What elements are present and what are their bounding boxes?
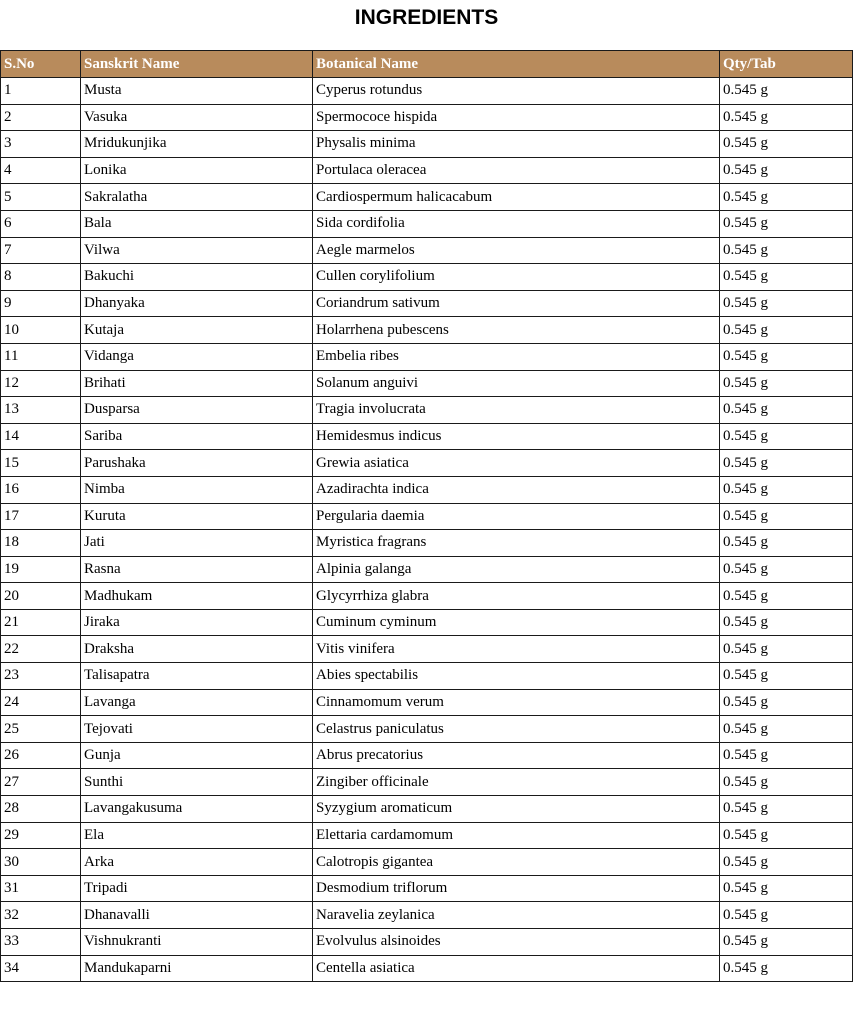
cell-serial-number: 21 — [1, 609, 81, 636]
cell-serial-number: 31 — [1, 875, 81, 902]
cell-sanskrit-name: Tejovati — [81, 716, 313, 743]
table-row — [1, 742, 853, 769]
cell-serial-number: 30 — [1, 849, 81, 876]
table-row — [1, 237, 853, 264]
table-row — [1, 663, 853, 690]
cell-botanical-name: Glycyrrhiza glabra — [313, 583, 720, 610]
cell-serial-number: 12 — [1, 370, 81, 397]
cell-quantity-per-tab: 0.545 g — [720, 902, 853, 929]
table-row — [1, 210, 853, 237]
cell-serial-number: 29 — [1, 822, 81, 849]
table-row — [1, 423, 853, 450]
table-row — [1, 530, 853, 557]
cell-sanskrit-name: Sakralatha — [81, 184, 313, 211]
cell-sanskrit-name: Rasna — [81, 556, 313, 583]
cell-quantity-per-tab: 0.545 g — [720, 210, 853, 237]
cell-quantity-per-tab: 0.545 g — [720, 317, 853, 344]
column-header-sanskrit-name: Sanskrit Name — [81, 51, 313, 78]
cell-botanical-name: Desmodium triflorum — [313, 875, 720, 902]
cell-botanical-name: Azadirachta indica — [313, 476, 720, 503]
table-row — [1, 450, 853, 477]
cell-botanical-name: Cuminum cyminum — [313, 609, 720, 636]
cell-serial-number: 5 — [1, 184, 81, 211]
page-title: INGREDIENTS — [354, 6, 499, 29]
cell-quantity-per-tab: 0.545 g — [720, 450, 853, 477]
cell-botanical-name: Tragia involucrata — [313, 397, 720, 424]
cell-serial-number: 8 — [1, 264, 81, 291]
table-row — [1, 131, 853, 158]
column-header-quantity-per-tab: Qty/Tab — [720, 51, 853, 78]
table-row — [1, 955, 853, 982]
cell-sanskrit-name: Madhukam — [81, 583, 313, 610]
cell-quantity-per-tab: 0.545 g — [720, 157, 853, 184]
cell-sanskrit-name: Draksha — [81, 636, 313, 663]
cell-quantity-per-tab: 0.545 g — [720, 556, 853, 583]
cell-botanical-name: Spermococe hispida — [313, 104, 720, 131]
cell-serial-number: 20 — [1, 583, 81, 610]
cell-botanical-name: Syzygium aromaticum — [313, 796, 720, 823]
cell-quantity-per-tab: 0.545 g — [720, 530, 853, 557]
cell-quantity-per-tab: 0.545 g — [720, 290, 853, 317]
cell-botanical-name: Calotropis gigantea — [313, 849, 720, 876]
cell-serial-number: 10 — [1, 317, 81, 344]
table-header-row — [1, 51, 853, 78]
cell-quantity-per-tab: 0.545 g — [720, 264, 853, 291]
table-row — [1, 184, 853, 211]
cell-sanskrit-name: Tripadi — [81, 875, 313, 902]
cell-serial-number: 32 — [1, 902, 81, 929]
cell-quantity-per-tab: 0.545 g — [720, 583, 853, 610]
table-row — [1, 822, 853, 849]
cell-serial-number: 15 — [1, 450, 81, 477]
table-row — [1, 796, 853, 823]
table-row — [1, 636, 853, 663]
cell-botanical-name: Abrus precatorius — [313, 742, 720, 769]
cell-sanskrit-name: Kutaja — [81, 317, 313, 344]
table-row — [1, 716, 853, 743]
table-row — [1, 343, 853, 370]
table-row — [1, 689, 853, 716]
cell-serial-number: 4 — [1, 157, 81, 184]
cell-serial-number: 16 — [1, 476, 81, 503]
cell-sanskrit-name: Jati — [81, 530, 313, 557]
cell-botanical-name: Zingiber officinale — [313, 769, 720, 796]
cell-sanskrit-name: Arka — [81, 849, 313, 876]
cell-botanical-name: Abies spectabilis — [313, 663, 720, 690]
cell-quantity-per-tab: 0.545 g — [720, 822, 853, 849]
cell-quantity-per-tab: 0.545 g — [720, 875, 853, 902]
table-row — [1, 769, 853, 796]
cell-sanskrit-name: Vilwa — [81, 237, 313, 264]
cell-quantity-per-tab: 0.545 g — [720, 663, 853, 690]
table-header — [1, 51, 853, 78]
cell-botanical-name: Cinnamomum verum — [313, 689, 720, 716]
cell-quantity-per-tab: 0.545 g — [720, 716, 853, 743]
cell-botanical-name: Evolvulus alsinoides — [313, 929, 720, 956]
cell-sanskrit-name: Kuruta — [81, 503, 313, 530]
cell-botanical-name: Holarrhena pubescens — [313, 317, 720, 344]
cell-serial-number: 2 — [1, 104, 81, 131]
cell-botanical-name: Hemidesmus indicus — [313, 423, 720, 450]
cell-serial-number: 14 — [1, 423, 81, 450]
cell-sanskrit-name: Bakuchi — [81, 264, 313, 291]
table-row — [1, 104, 853, 131]
cell-sanskrit-name: Parushaka — [81, 450, 313, 477]
cell-quantity-per-tab: 0.545 g — [720, 184, 853, 211]
cell-quantity-per-tab: 0.545 g — [720, 476, 853, 503]
cell-sanskrit-name: Nimba — [81, 476, 313, 503]
table-row — [1, 875, 853, 902]
table-row — [1, 849, 853, 876]
column-header-serial-number: S.No — [1, 51, 81, 78]
table-row — [1, 556, 853, 583]
cell-serial-number: 22 — [1, 636, 81, 663]
table-row — [1, 929, 853, 956]
cell-sanskrit-name: Talisapatra — [81, 663, 313, 690]
cell-sanskrit-name: Sariba — [81, 423, 313, 450]
cell-serial-number: 6 — [1, 210, 81, 237]
table-row — [1, 503, 853, 530]
cell-sanskrit-name: Brihati — [81, 370, 313, 397]
cell-quantity-per-tab: 0.545 g — [720, 104, 853, 131]
table-row — [1, 583, 853, 610]
cell-botanical-name: Cyperus rotundus — [313, 78, 720, 105]
table-row — [1, 290, 853, 317]
cell-sanskrit-name: Musta — [81, 78, 313, 105]
table-row — [1, 609, 853, 636]
cell-quantity-per-tab: 0.545 g — [720, 131, 853, 158]
cell-quantity-per-tab: 0.545 g — [720, 849, 853, 876]
cell-botanical-name: Cullen corylifolium — [313, 264, 720, 291]
cell-botanical-name: Grewia asiatica — [313, 450, 720, 477]
table-row — [1, 78, 853, 105]
cell-quantity-per-tab: 0.545 g — [720, 636, 853, 663]
table-row — [1, 157, 853, 184]
cell-botanical-name: Cardiospermum halicacabum — [313, 184, 720, 211]
cell-botanical-name: Vitis vinifera — [313, 636, 720, 663]
cell-botanical-name: Coriandrum sativum — [313, 290, 720, 317]
cell-serial-number: 18 — [1, 530, 81, 557]
cell-sanskrit-name: Lonika — [81, 157, 313, 184]
cell-quantity-per-tab: 0.545 g — [720, 343, 853, 370]
cell-sanskrit-name: Jiraka — [81, 609, 313, 636]
cell-serial-number: 33 — [1, 929, 81, 956]
cell-sanskrit-name: Mandukaparni — [81, 955, 313, 982]
cell-sanskrit-name: Dhanavalli — [81, 902, 313, 929]
cell-botanical-name: Alpinia galanga — [313, 556, 720, 583]
cell-sanskrit-name: Bala — [81, 210, 313, 237]
cell-serial-number: 3 — [1, 131, 81, 158]
cell-botanical-name: Portulaca oleracea — [313, 157, 720, 184]
cell-quantity-per-tab: 0.545 g — [720, 503, 853, 530]
ingredients-table — [0, 50, 853, 982]
cell-quantity-per-tab: 0.545 g — [720, 742, 853, 769]
cell-quantity-per-tab: 0.545 g — [720, 78, 853, 105]
cell-serial-number: 11 — [1, 343, 81, 370]
cell-sanskrit-name: Dusparsa — [81, 397, 313, 424]
cell-botanical-name: Naravelia zeylanica — [313, 902, 720, 929]
cell-serial-number: 13 — [1, 397, 81, 424]
table-row — [1, 317, 853, 344]
cell-serial-number: 23 — [1, 663, 81, 690]
cell-sanskrit-name: Sunthi — [81, 769, 313, 796]
table-row — [1, 264, 853, 291]
table-row — [1, 476, 853, 503]
table-body — [1, 78, 853, 982]
cell-sanskrit-name: Vishnukranti — [81, 929, 313, 956]
cell-sanskrit-name: Dhanyaka — [81, 290, 313, 317]
cell-quantity-per-tab: 0.545 g — [720, 769, 853, 796]
cell-sanskrit-name: Lavangakusuma — [81, 796, 313, 823]
cell-serial-number: 24 — [1, 689, 81, 716]
cell-serial-number: 25 — [1, 716, 81, 743]
cell-serial-number: 34 — [1, 955, 81, 982]
table-row — [1, 397, 853, 424]
column-header-botanical-name: Botanical Name — [313, 51, 720, 78]
cell-serial-number: 28 — [1, 796, 81, 823]
cell-quantity-per-tab: 0.545 g — [720, 929, 853, 956]
cell-botanical-name: Solanum anguivi — [313, 370, 720, 397]
cell-botanical-name: Sida cordifolia — [313, 210, 720, 237]
cell-botanical-name: Myristica fragrans — [313, 530, 720, 557]
cell-botanical-name: Centella asiatica — [313, 955, 720, 982]
cell-serial-number: 26 — [1, 742, 81, 769]
cell-botanical-name: Physalis minima — [313, 131, 720, 158]
cell-serial-number: 1 — [1, 78, 81, 105]
cell-botanical-name: Embelia ribes — [313, 343, 720, 370]
cell-quantity-per-tab: 0.545 g — [720, 955, 853, 982]
cell-sanskrit-name: Mridukunjika — [81, 131, 313, 158]
cell-quantity-per-tab: 0.545 g — [720, 237, 853, 264]
cell-serial-number: 9 — [1, 290, 81, 317]
cell-botanical-name: Aegle marmelos — [313, 237, 720, 264]
cell-serial-number: 19 — [1, 556, 81, 583]
cell-serial-number: 17 — [1, 503, 81, 530]
table-row — [1, 370, 853, 397]
cell-botanical-name: Celastrus paniculatus — [313, 716, 720, 743]
cell-quantity-per-tab: 0.545 g — [720, 796, 853, 823]
cell-botanical-name: Pergularia daemia — [313, 503, 720, 530]
cell-sanskrit-name: Ela — [81, 822, 313, 849]
cell-serial-number: 7 — [1, 237, 81, 264]
cell-quantity-per-tab: 0.545 g — [720, 609, 853, 636]
cell-serial-number: 27 — [1, 769, 81, 796]
cell-quantity-per-tab: 0.545 g — [720, 370, 853, 397]
cell-sanskrit-name: Vidanga — [81, 343, 313, 370]
cell-sanskrit-name: Gunja — [81, 742, 313, 769]
cell-sanskrit-name: Lavanga — [81, 689, 313, 716]
cell-quantity-per-tab: 0.545 g — [720, 423, 853, 450]
table-row — [1, 902, 853, 929]
cell-quantity-per-tab: 0.545 g — [720, 689, 853, 716]
cell-botanical-name: Elettaria cardamomum — [313, 822, 720, 849]
cell-sanskrit-name: Vasuka — [81, 104, 313, 131]
cell-quantity-per-tab: 0.545 g — [720, 397, 853, 424]
